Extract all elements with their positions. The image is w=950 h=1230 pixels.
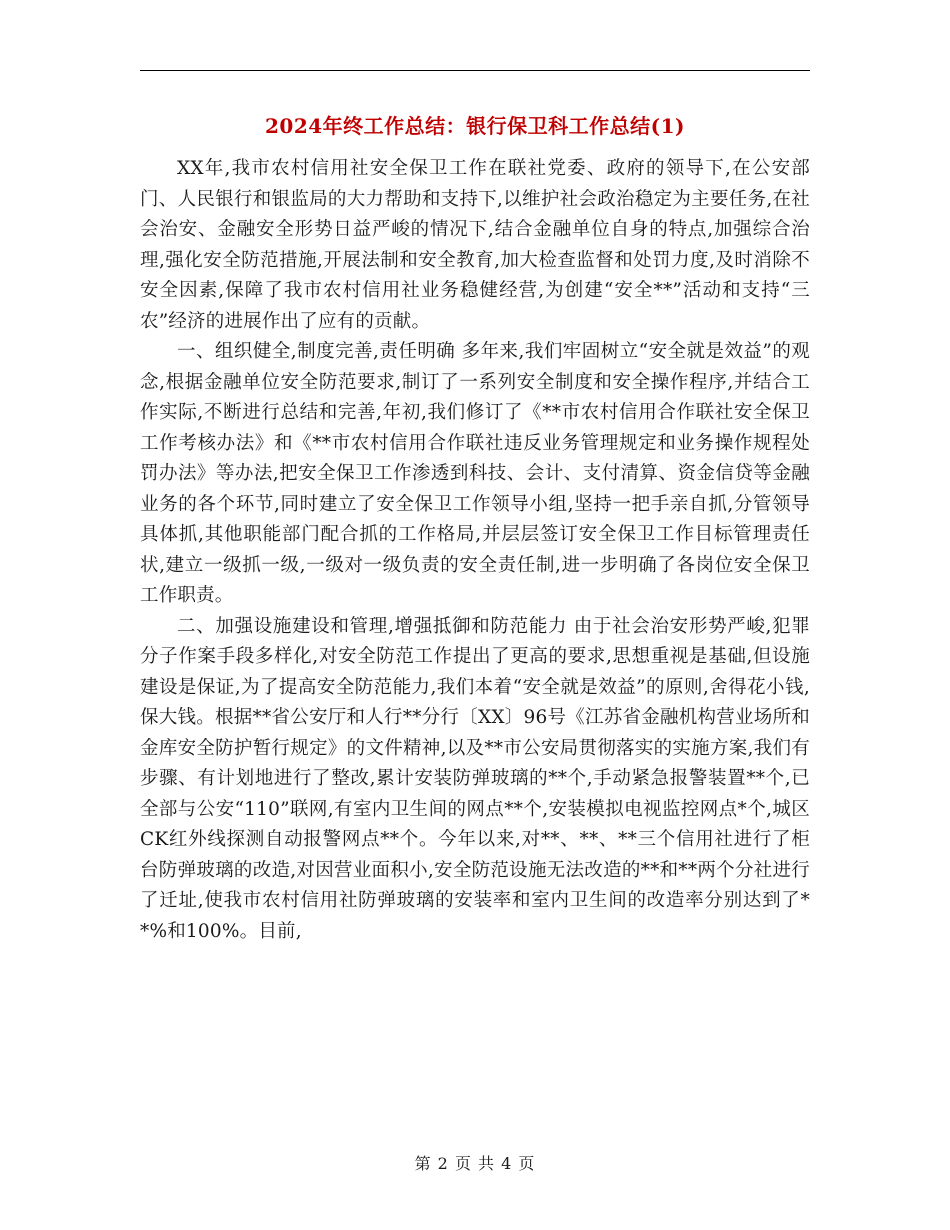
paragraph-section-one: 一、组织健全,制度完善,责任明确 多年来,我们牢固树立“安全就是效益”的观念,根据金融单位安全防范要求,制订了一系列安全制度和安全操作程序,并结合工作实际,不断进行总结和完善,年初,我们修订了《**市农村信用合作联社安全保卫工作考核办法》和《**市农村信用合作联社违反业务管理规定和业务操作规程处罚办法》等办法,把安全保卫工作渗透到科技、会计、支付清算、资金信贷等金融业务的各个环节,同时建立了安全保卫工作领导小组,坚持一把手亲自抓,分管领导具体抓,其他职能部门配合抓的工作格局,并层层签订安全保卫工作目标管理责任状,建立一级抓一级,一级对一级负责的安全责任制,进一步明确了各岗位安全保卫工作职责。 xyxy=(140,341,810,606)
page-number-footer: 第 2 页 共 4 页 xyxy=(414,1154,536,1173)
header-rule xyxy=(140,70,810,71)
document-title: 2024年终工作总结：银行保卫科工作总结(1) xyxy=(264,114,685,138)
paragraph-intro: XX年,我市农村信用社安全保卫工作在联社党委、政府的领导下,在公安部门、人民银行和银监局的大力帮助和支持下,以维护社会政治稳定为主要任务,在社会治安、金融安全形势日益严峻的情况下,结合金融单位自身的特点,加强综合治理,强化安全防范措施,开展法制和安全教育,加大检查监督和处罚力度,及时消除不安全因素,保障了我市农村信用社业务稳健经营,为创建“安全**”活动和支持“三农”经济的进展作出了应有的贡献。 xyxy=(140,158,810,332)
paragraph-section-two: 二、加强设施建设和管理,增强抵御和防范能力 由于社会治安形势严峻,犯罪分子作案手段多样化,对安全防范工作提出了更高的要求,思想重视是基础,但设施建设是保证,为了提高安全防范能力,我们本着“安全就是效益”的原则,舍得花小钱,保大钱。根据**省公安厅和人行**分行〔XX〕96号《江苏省金融机构营业场所和金库安全防护暂行规定》的文件精神,以及**市公安局贯彻落实的实施方案,我们有步骤、有计划地进行了整改,累计安装防弹玻璃的**个,手动紧急报警装置**个,已全部与公安“110”联网,有室内卫生间的网点**个,安装模拟电视监控网点*个,城区CK红外线探测自动报警网点**个。今年以来,对**、**、**三个信用社进行了柜台防弹玻璃的改造,对因营业面积小,安全防范设施无法改造的**和**两个分社进行了迁址,使我市农村信用社防弹玻璃的安装率和室内卫生间的改造率分别达到了**%和100%。目前, xyxy=(140,615,810,942)
document-body xyxy=(140,154,810,947)
